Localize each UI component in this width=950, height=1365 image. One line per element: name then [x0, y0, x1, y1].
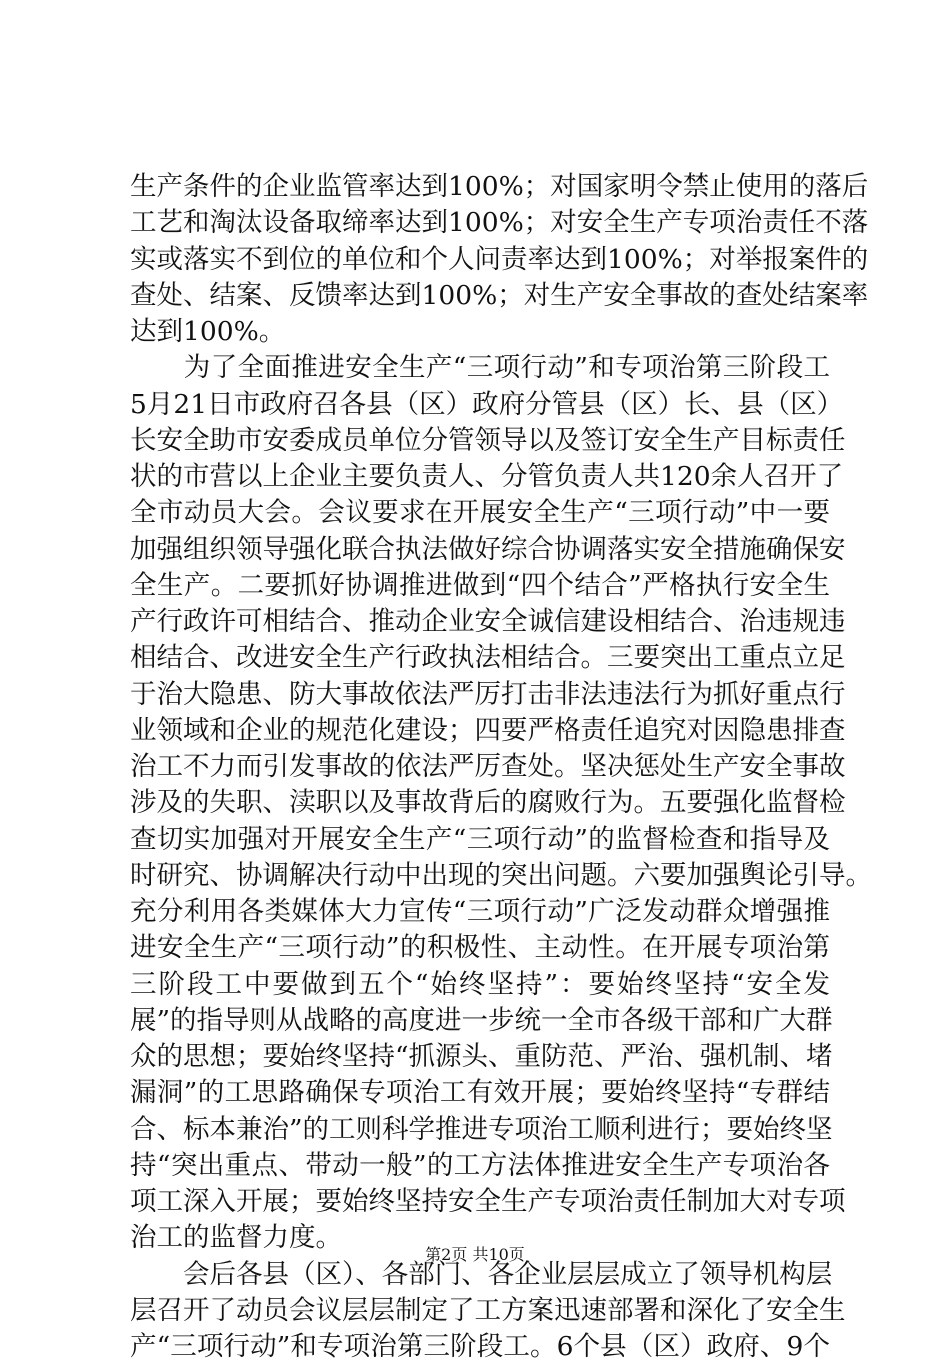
text-line: 三阶段工中要做到五个“始终坚持”：要始终坚持“安全发: [130, 968, 830, 1000]
text-line: 5月21日市政府召各县（区）政府分管县（区）长、县（区）: [130, 388, 844, 420]
text-line: 充分利用各类媒体大力宣传“三项行动”广泛发动群众增强推: [130, 896, 830, 927]
text-line: 持“突出重点、带动一般”的工方法体推进安全生产专项治各: [130, 1149, 830, 1181]
text-line: 项工深入开展；要始终坚持安全生产专项治责任制加大对专项: [130, 1186, 846, 1217]
text-line: 查处、结案、反馈率达到100%；对生产安全事故的查处结案率: [130, 279, 869, 311]
text-line: 全生产。二要抓好协调推进做到“四个结合”严格执行安全生: [130, 569, 830, 601]
text-line: 进安全生产“三项行动”的积极性、主动性。在开展专项治第: [130, 932, 830, 964]
text-line: 层召开了动员会议层层制定了工方案迅速部署和深化了安全生: [130, 1294, 846, 1326]
text-line: 治工不力而引发事故的依法严厉查处。坚决惩处生产安全事故: [130, 751, 846, 782]
text-line: 业领域和企业的规范化建设；四要严格责任追究对因隐患排查: [130, 714, 846, 746]
text-line: 于治大隐患、防大事故依法严厉打击非法违法行为抓好重点行: [130, 678, 846, 710]
text-line: 涉及的失职、渎职以及事故背后的腐败行为。五要强化监督检: [130, 787, 846, 819]
page-footer: 第2页 共10页: [425, 1245, 525, 1264]
text-line: 时研究、协调解决行动中出现的突出问题。六要加强舆论引导。: [130, 859, 872, 891]
text-line: 会后各县（区）、各部门、各企业层层成立了领导机构层: [130, 1258, 833, 1290]
text-line: 实或落实不到位的单位和个人问责率达到100%；对举报案件的: [130, 243, 869, 275]
text-line: 长安全助市安委成员单位分管领导以及签订安全生产目标责任: [130, 424, 846, 456]
text-line: 生产条件的企业监管率达到100%；对国家明令禁止使用的落后: [130, 171, 869, 202]
text-line: 为了全面推进安全生产“三项行动”和专项治第三阶段工: [130, 352, 830, 384]
text-line: 展”的指导则从战略的高度进一步统一全市各级干部和广大群: [130, 1004, 833, 1036]
text-line: 加强组织领导强化联合执法做好综合协调落实安全措施确保安: [130, 533, 846, 565]
text-line: 产行政许可相结合、推动企业安全诚信建设相结合、治违规违: [130, 606, 846, 637]
text-line: 众的思想；要始终坚持“抓源头、重防范、严治、强机制、堵: [130, 1041, 833, 1072]
text-line: 产“三项行动”和专项治第三阶段工。6个县（区）政府、9个: [130, 1331, 830, 1362]
text-line: 合、标本兼治”的工则科学推进专项治工顺利进行；要始终坚: [130, 1113, 833, 1145]
text-line: 查切实加强对开展安全生产“三项行动”的监督检查和指导及: [130, 823, 830, 855]
text-line: 治工的监督力度。: [130, 1222, 342, 1254]
text-line: 工艺和淘汰设备取缔率达到100%；对安全生产专项治责任不落: [130, 207, 869, 239]
text-line: 达到100%。: [130, 316, 286, 347]
text-line: 相结合、改进安全生产行政执法相结合。三要突出工重点立足: [130, 642, 846, 674]
text-line: 状的市营以上企业主要负责人、分管负责人共120余人召开了: [130, 461, 844, 492]
text-line: 漏洞”的工思路确保专项治工有效开展；要始终坚持“专群结: [130, 1077, 830, 1109]
text-line: 全市动员大会。会议要求在开展安全生产“三项行动”中一要: [130, 497, 830, 529]
